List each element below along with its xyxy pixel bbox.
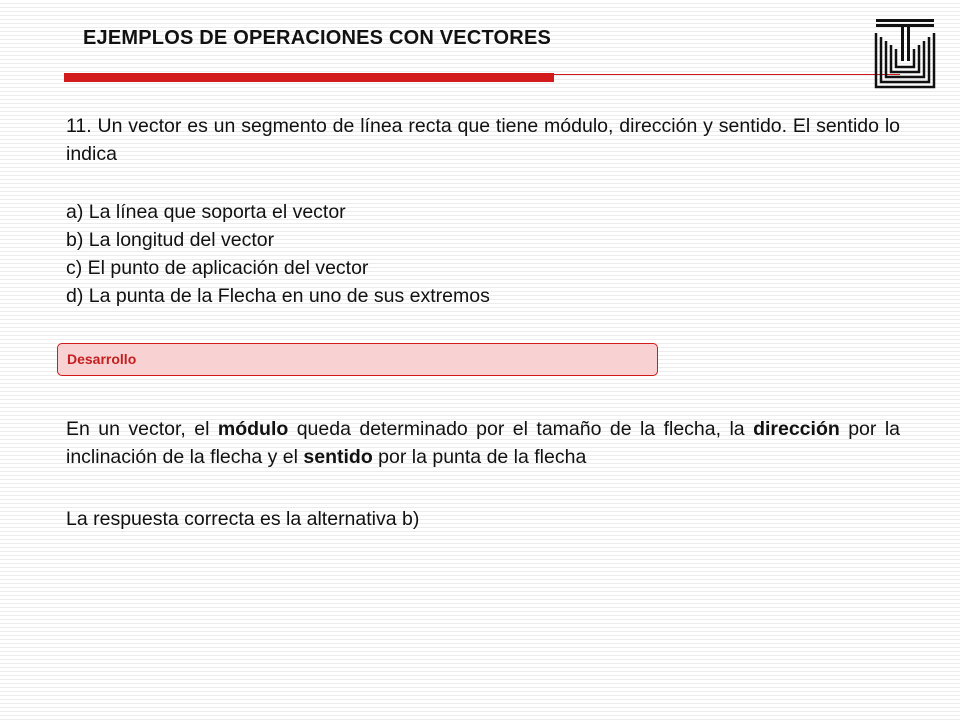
- development-label: Desarrollo: [67, 351, 137, 367]
- institution-logo-icon: [872, 17, 940, 91]
- title-underline-thin: [554, 74, 900, 75]
- options-list: [66, 198, 900, 310]
- option-c: c) El punto de aplicación del vector: [66, 257, 369, 279]
- explanation-part-3: por la inclinación de la flecha y el: [66, 418, 900, 468]
- explanation-part-4: por la punta de la flecha: [372, 446, 587, 468]
- title-underline-thick: [64, 73, 554, 82]
- answer-text: La respuesta correcta es la alternativa b): [66, 508, 420, 530]
- term-modulo: módulo: [217, 418, 289, 440]
- option-b: b) La longitud del vector: [66, 229, 275, 251]
- explanation-part-2: queda determinado por el tamaño de la flecha, la: [288, 418, 754, 440]
- explanation-part-1: En un vector, el: [66, 418, 218, 440]
- option-a: a) La línea que soporta el vector: [66, 201, 346, 223]
- question-text: 11. Un vector es un segmento de línea recta que tiene módulo, dirección y sentido. El sentido lo indica: [66, 115, 900, 165]
- slide-title: EJEMPLOS DE OPERACIONES CON VECTORES: [83, 27, 552, 49]
- term-sentido: sentido: [303, 446, 373, 468]
- option-d: d) La punta de la Flecha en uno de sus extremos: [66, 285, 490, 307]
- explanation-text: [66, 415, 900, 471]
- development-header-box: [57, 343, 658, 376]
- term-direccion: dirección: [753, 418, 840, 440]
